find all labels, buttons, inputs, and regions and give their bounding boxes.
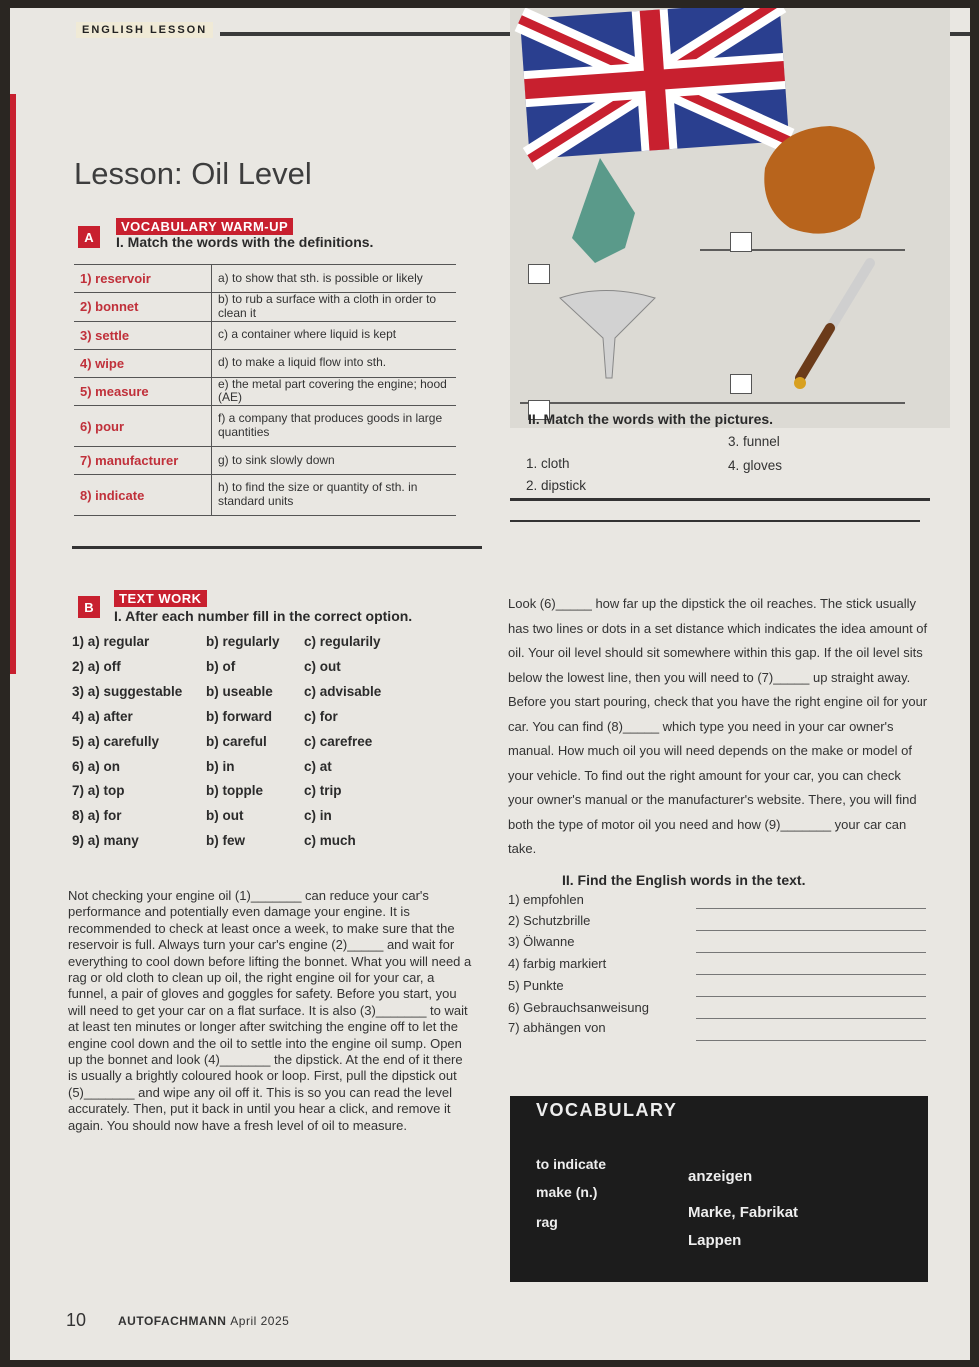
find-item: 4) farbig markiert (508, 956, 607, 971)
answer-line[interactable] (696, 908, 926, 909)
pictures-panel (510, 8, 950, 428)
option-c[interactable]: c) at (304, 759, 332, 774)
find-item: 3) Ölwanne (508, 934, 575, 949)
option-c[interactable]: c) carefree (304, 734, 373, 749)
definition-cell: f) a company that produces goods in large quantities (212, 406, 457, 447)
vocab-de: anzeigen (688, 1168, 753, 1185)
answer-line[interactable] (696, 974, 926, 975)
magazine-page (10, 8, 970, 1360)
vocab-en: to indicate (536, 1156, 607, 1172)
find-item: 5) Punkte (508, 978, 564, 993)
vocab-de: Lappen (688, 1232, 742, 1249)
vocab-de: Marke, Fabrikat (688, 1204, 799, 1221)
table-row (74, 293, 456, 322)
table-row (74, 265, 456, 293)
answer-line[interactable] (696, 996, 926, 997)
find-item: 7) abhängen von (508, 1020, 606, 1035)
answer-box-cloth[interactable] (528, 264, 550, 284)
vocab-en: make (n.) (536, 1184, 598, 1200)
definition-cell: d) to make a liquid flow into sth. (212, 349, 457, 377)
option-a[interactable]: 1) a) regular (72, 634, 150, 649)
section-divider (72, 546, 482, 549)
word-cell: 2) bonnet (74, 293, 212, 322)
table-row (74, 406, 456, 447)
word-cell: 3) settle (74, 321, 212, 349)
option-c[interactable]: c) regularily (304, 634, 381, 649)
definition-cell: g) to sink slowly down (212, 447, 457, 475)
option-c[interactable]: c) for (304, 709, 338, 724)
option-a[interactable]: 7) a) top (72, 783, 125, 798)
option-a[interactable]: 3) a) suggestable (72, 684, 183, 699)
option-b[interactable]: b) of (206, 659, 236, 674)
answer-box-dipstick[interactable] (730, 374, 752, 394)
word-cell: 4) wipe (74, 349, 212, 377)
section-tag: ENGLISH LESSON (76, 22, 213, 38)
section-b-tag: TEXT WORK (114, 590, 207, 607)
union-jack-flag (520, 8, 789, 159)
option-a[interactable]: 4) a) after (72, 709, 133, 724)
magazine-brand: AUTOFACHMANN (118, 1314, 227, 1328)
gap-fill-text-right: Look (6)_____ how far up the dipstick the oil reaches. The stick usually has two lines or dots in a set distance which indicates the idea amount of oil. Your oil level should sit somewhere within this gap. If the oil level sits below the lowest line, then you will need to (7)_____ up straight away. Before you start pouring, check that you have the right engine oil for your car. You can find (8)_____ which type you need in your car owner's manual. How much oil you will need depends on the make or model of your vehicle. To find out the right amount for your car, you can check your owner's manual or the manufacturer's website. There, you will find both the type of motor oil you need and how (9)_______ your car can take. (508, 596, 928, 856)
option-a[interactable]: 6) a) on (72, 759, 121, 774)
section-b-instruction: I. After each number fill in the correct option. (114, 608, 413, 624)
option-b[interactable]: b) few (206, 833, 245, 848)
definition-cell: a) to show that sth. is possible or likely (212, 265, 457, 293)
option-b[interactable]: b) forward (206, 709, 272, 724)
answer-line[interactable] (696, 1040, 926, 1041)
option-c[interactable]: c) advisable (304, 684, 382, 699)
section-b-badge: B (78, 596, 100, 618)
option-a[interactable]: 9) a) many (72, 833, 139, 848)
option-b[interactable]: b) useable (206, 684, 273, 699)
option-c[interactable]: c) much (304, 833, 356, 848)
answer-line[interactable] (696, 1018, 926, 1019)
gap-fill-text-left: Not checking your engine oil (1)_______ can reduce your car's performance and potentially even damage your engine. It is recommended to check at least once a week, to make sure that the reservoir is full. Always turn your car's engine (2)_____ and wait for everything to cool down before lifting the bonnet. What you will need a rag or old cloth to clean up oil, the right engine oil for your car, a funnel, a pair of gloves and goggles for safety. Before you start, you will need to get your car on a flat surface. It is also (3)_______ to wait at least ten minutes or longer after switching the engine off to let the engine cool down and the oil to settle into the engine oil sump. Open up the bonnet and look (4)_______ the dipstick. At the end of it there is usually a brightly coloured hook or loop. First, pull the dipstick out (5)_______ and wipe any oil off it. This is so you can read the level accurately. Then, put it back in until you hear a click, and remove it again. You should now have a fresh level of oil to measure. (68, 888, 472, 1133)
option-a[interactable]: 5) a) carefully (72, 734, 160, 749)
find-item: 2) Schutzbrille (508, 913, 591, 928)
section-a-badge: A (78, 226, 100, 248)
answer-line[interactable] (696, 930, 926, 931)
table-row (74, 377, 456, 406)
option-b[interactable]: b) topple (206, 783, 263, 798)
match-item-cloth: 1. cloth (526, 456, 570, 471)
word-cell: 5) measure (74, 377, 212, 406)
vocabulary-title: VOCABULARY (536, 1100, 678, 1120)
match-pictures-instruction: II. Match the words with the pictures. (528, 411, 774, 427)
section-a-tag: VOCABULARY WARM-UP (116, 218, 293, 235)
definition-cell: b) to rub a surface with a cloth in order to clean it (212, 293, 457, 322)
option-b[interactable]: b) in (206, 759, 235, 774)
section-a-instruction: I. Match the words with the definitions. (116, 234, 374, 250)
option-c[interactable]: c) trip (304, 783, 342, 798)
option-b[interactable]: b) careful (206, 734, 267, 749)
word-cell: 1) reservoir (74, 265, 212, 293)
match-item-dipstick: 2. dipstick (526, 478, 587, 493)
table-row (74, 447, 456, 475)
option-b[interactable]: b) out (206, 808, 244, 823)
option-a[interactable]: 8) a) for (72, 808, 122, 823)
issue-date: April 2025 (230, 1314, 290, 1328)
definition-cell: e) the metal part covering the engine; hood (AE) (212, 377, 457, 406)
side-accent-strip (10, 94, 16, 674)
section-a-rule-right (510, 498, 930, 501)
table-row (74, 349, 456, 377)
option-a[interactable]: 2) a) off (72, 659, 121, 674)
word-cell: 6) pour (74, 406, 212, 447)
table-row (74, 475, 456, 516)
answer-line[interactable] (696, 952, 926, 953)
find-words-instruction: II. Find the English words in the text. (562, 872, 806, 888)
find-item: 1) empfohlen (508, 892, 584, 907)
option-c[interactable]: c) in (304, 808, 332, 823)
match-item-gloves: 4. gloves (728, 458, 783, 473)
page-number: 10 (66, 1310, 87, 1330)
page-title: Lesson: Oil Level (74, 156, 312, 191)
table-row (74, 321, 456, 349)
definition-cell: h) to find the size or quantity of sth. in standard units (212, 475, 457, 516)
option-c[interactable]: c) out (304, 659, 341, 674)
definition-cell: c) a container where liquid is kept (212, 321, 457, 349)
find-item: 6) Gebrauchsanweisung (508, 1000, 649, 1015)
vocabulary-box (510, 1096, 928, 1282)
answer-box-gloves[interactable] (730, 232, 752, 252)
word-cell: 8) indicate (74, 475, 212, 516)
section-a-rule-right-2 (510, 520, 920, 522)
magazine-name (118, 1314, 289, 1328)
vocab-en: rag (536, 1214, 558, 1230)
vocabulary-match-table (74, 264, 456, 516)
option-b[interactable]: b) regularly (206, 634, 280, 649)
word-cell: 7) manufacturer (74, 447, 212, 475)
match-item-funnel: 3. funnel (728, 434, 780, 449)
